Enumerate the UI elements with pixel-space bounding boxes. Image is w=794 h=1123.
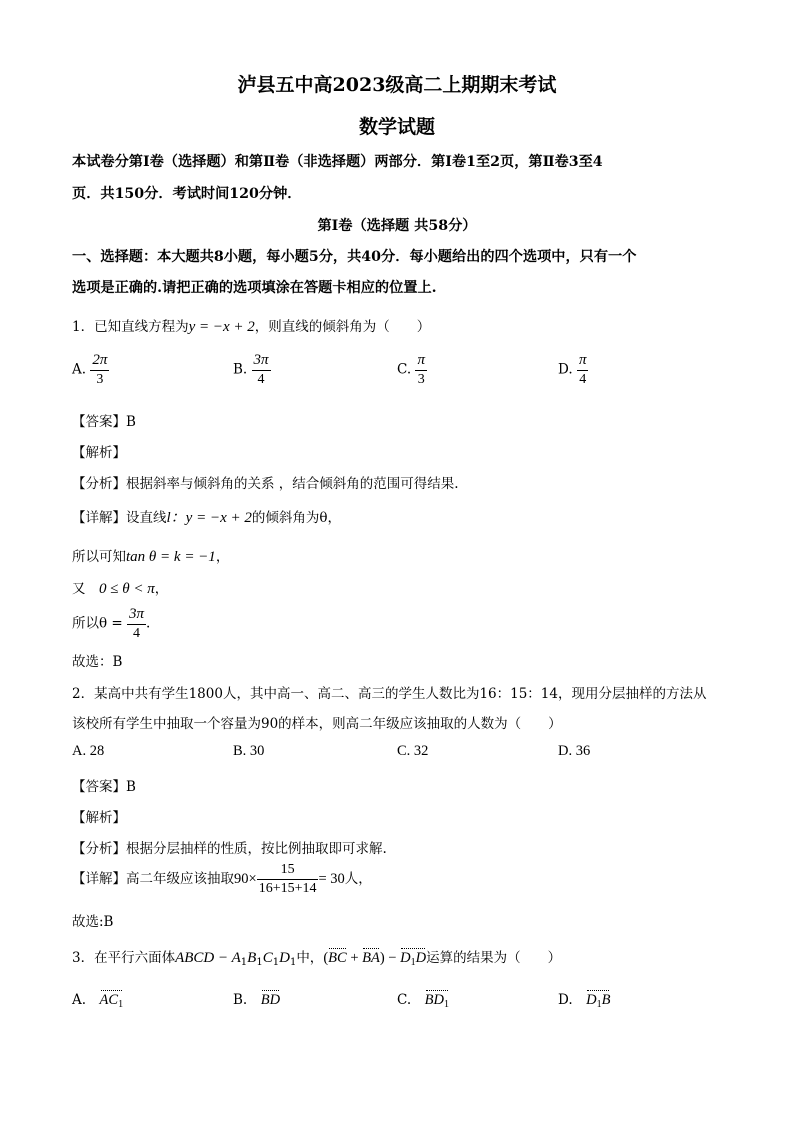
- q1-option-a: [72, 352, 109, 388]
- intro-line-1: 本试卷分第Ⅰ卷（选择题）和第Ⅱ卷（非选择题）两部分．第Ⅰ卷1至2页，第Ⅱ卷3至4: [72, 154, 603, 170]
- q1-choice: 故选：B: [72, 654, 123, 670]
- q1-option-b: [233, 352, 271, 388]
- section-line-2: 选项是正确的.请把正确的选项填涂在答题卡相应的位置上.: [72, 280, 437, 296]
- section-line-1: 一、选择题：本大题共8小题，每小题5分，共40分．每小题给出的四个选项中，只有一个: [72, 249, 637, 265]
- q1-option-d: [558, 352, 588, 388]
- q2-option-c: C. 32: [397, 743, 429, 759]
- q2-option-b: B. 30: [233, 743, 265, 759]
- q1-option-c: [397, 352, 427, 388]
- q1-prefix: 1．已知直线方程为: [72, 319, 189, 335]
- question-1-stem: [72, 315, 430, 336]
- option-fraction: $\frac{3\pi}{4}$: [253, 352, 269, 387]
- q2-detail: 【详解】高二年级应该抽取90× $\frac{15}{16+15+14}$ = 30人，: [72, 862, 372, 896]
- option-label: B.: [233, 361, 248, 378]
- q1-analysis: 【分析】根据斜率与倾斜角的关系 ，结合倾斜角的范围可得结果.: [72, 476, 459, 492]
- exam-subtitle: 数学试题: [358, 116, 435, 138]
- question-2-stem-2: 该校所有学生中抽取一个容量为90的样本，则高二年级应该抽取的人数为（ ）: [72, 716, 562, 732]
- q1-step-1: 所以可知tan θ = k = −1，: [72, 549, 230, 565]
- q1-formula: y = −x + 2: [188, 319, 255, 335]
- q1-answer: 【答案】B: [72, 414, 136, 430]
- q3-option-b: B. BD: [233, 992, 281, 1008]
- q1-analysis-head: 【解析】: [72, 445, 126, 461]
- ratio-fraction: $\frac{15}{16+15+14}$: [258, 862, 317, 896]
- option-fraction: $\frac{2\pi}{3}$: [92, 352, 108, 387]
- option-fraction: $\frac{\pi}{4}$: [578, 352, 587, 387]
- option-fraction: $\frac{\pi}{3}$: [417, 352, 425, 387]
- option-label: C.: [397, 361, 412, 378]
- option-label: A.: [72, 361, 87, 378]
- q2-analysis-head: 【解析】: [72, 810, 126, 826]
- q2-option-a: A. 28: [72, 743, 105, 759]
- q1-suffix: ，则直线的倾斜角为（ ）: [254, 319, 431, 335]
- question-3-stem: 3．在平行六面体ABCD − $A_1B_1C_1D_1$中，$(BC + BA) - D_1D$运算的结果为（ ）: [72, 950, 562, 968]
- q3-option-c: C. $BD_1$: [397, 992, 449, 1010]
- vector-ba: BA: [362, 950, 380, 966]
- intro-line-2: 页．共150分．考试时间120分钟．: [72, 186, 302, 202]
- q2-analysis: 【分析】根据分层抽样的性质，按比例抽取即可求解.: [72, 841, 387, 857]
- q2-choice: 故选:B: [72, 914, 114, 930]
- q1-detail: 【详解】设直线l：y = −x + 2的倾斜角为θ，: [72, 510, 341, 526]
- vector-bc: BC: [328, 950, 347, 966]
- q3-option-d: D. $D_1B$: [558, 992, 611, 1010]
- q2-option-d: D. 36: [558, 743, 591, 759]
- result-fraction: $\frac{3\pi}{4}$: [129, 606, 145, 641]
- part-title: 第Ⅰ卷（选择题 共58分）: [317, 218, 477, 234]
- exam-title: 泸县五中高2023级高二上期期末考试: [237, 74, 557, 96]
- vector-d1d: $D_1D$: [400, 950, 427, 968]
- q2-answer: 【答案】B: [72, 779, 136, 795]
- q3-option-a: A. $AC_1$: [72, 992, 124, 1010]
- q1-step-2: 又 0 ≤ θ < π，: [72, 581, 169, 597]
- question-2-stem-1: 2．某高中共有学生1800人，其中高一、高二、高三的学生人数比为16：15：14，现用分层抽样的方法从: [72, 686, 707, 702]
- q1-step-3: 所以θ = $\frac{3\pi}{4}$ .: [72, 606, 151, 641]
- option-label: D.: [558, 361, 573, 378]
